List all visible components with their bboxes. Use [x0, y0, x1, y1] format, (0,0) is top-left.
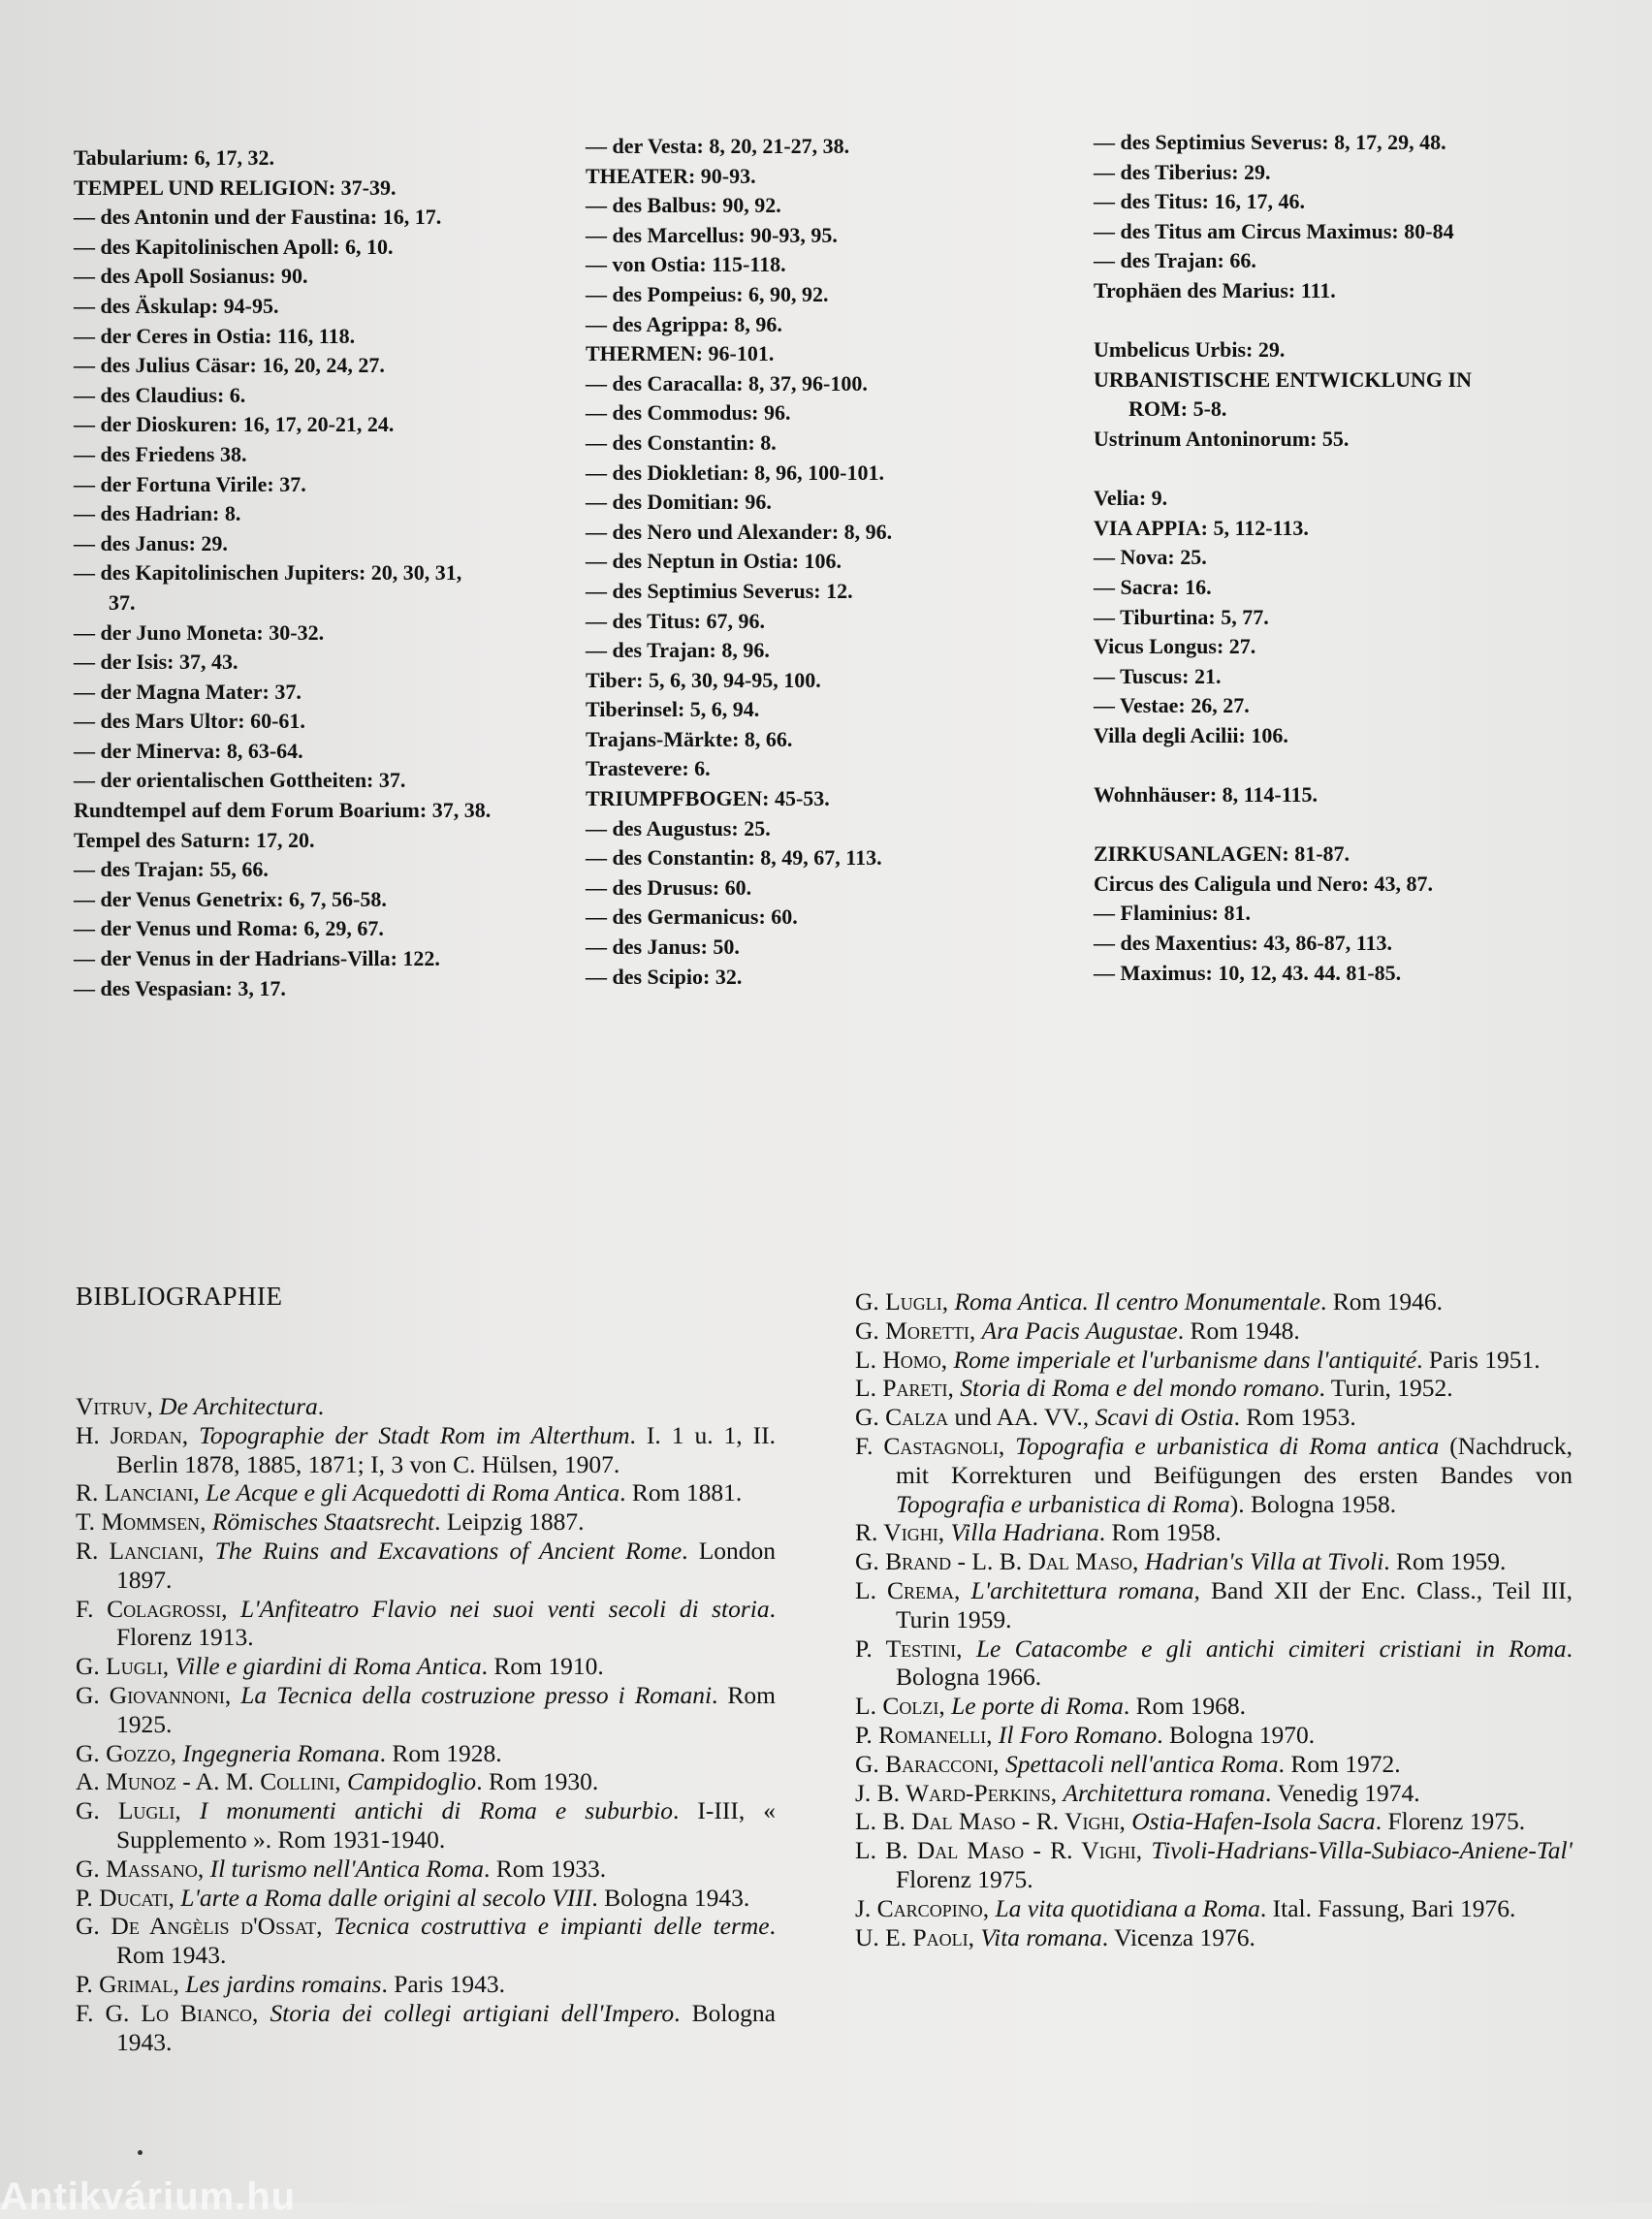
index-entry: — des Claudius: 6. — [74, 382, 246, 407]
bib-author: H. Jordan, — [76, 1420, 189, 1449]
index-entry: — des Septimius Severus: 8, 17, 29, 48. — [1094, 130, 1446, 154]
index-entry: — Maximus: 10, 12, 43. 44. 81-85. — [1094, 960, 1402, 985]
index-entry: Vicus Longus: 27. — [1094, 634, 1256, 659]
index-gap — [1094, 455, 1578, 485]
bibliography-entry — [76, 1999, 776, 2057]
index-entry: — des Janus: 29. — [74, 530, 228, 555]
index-entry: — des Nero und Alexander: 8, 96. — [586, 519, 893, 544]
bib-author: L. B. Dal Maso - R. Vighi, — [855, 1807, 1126, 1836]
bibliography-entry — [76, 1595, 776, 1653]
bibliography-title: BIBLIOGRAPHIE — [76, 1282, 283, 1311]
bibliography-entry — [76, 1796, 776, 1854]
bibliography-entry — [855, 1287, 1573, 1316]
bib-title: Scavi di Ostia — [1095, 1403, 1234, 1432]
index-entry: — des Apoll Sosianus: 90. — [74, 264, 308, 289]
bibliography-entry — [76, 1652, 776, 1681]
bib-title: Ara Pacis Augustae — [981, 1316, 1178, 1345]
bib-title: La Tecnica della costruzione presso i Romani — [240, 1680, 713, 1709]
index-entry: — der Ceres in Ostia: 116, 118. — [74, 323, 356, 348]
bibliography-entry — [76, 1912, 776, 1970]
index-entry: — des Vespasian: 3, 17. — [74, 975, 286, 1000]
index-entry: — des Titus: 16, 17, 46. — [1094, 189, 1306, 214]
bibliography-entry — [76, 1421, 776, 1479]
bib-rest-2: ). Bologna 1958. — [1229, 1489, 1397, 1518]
index-entry: — Flaminius: 81. — [1094, 901, 1251, 926]
bib-author: R. Lanciani, — [76, 1536, 205, 1565]
index-entry: — des Trajan: 66. — [1094, 248, 1256, 273]
bib-rest: Band XII der Enc. Class., Teil III, Turin 1959. — [896, 1575, 1573, 1633]
bibliography-entry — [855, 1807, 1573, 1836]
index-entry: Trastevere: 6. — [586, 756, 711, 781]
bibliography-entry — [76, 1884, 776, 1913]
bib-title: Le Catacombe e gli antichi cimiteri cristiani in Roma — [975, 1633, 1567, 1663]
index-entry: — des Constantin: 8. — [586, 429, 777, 455]
index-entry: Velia: 9. — [1094, 486, 1168, 511]
index-entry: TRIUMPFBOGEN: 45-53. — [586, 786, 830, 811]
index-entry: Ustrinum Antoninorum: 55. — [1094, 426, 1350, 451]
bib-title: Hadrian's Villa at Tivoli — [1144, 1547, 1384, 1576]
bibliography-entry — [76, 1681, 776, 1739]
index-entry: — der Magna Mater: 37. — [74, 679, 302, 704]
bib-title: Tecnica costruttiva e impianti delle terme — [334, 1912, 770, 1941]
bibliography-entry — [76, 1854, 776, 1884]
bibliography-entry — [855, 1721, 1573, 1750]
index-entry: — der Venus und Roma: 6, 29, 67. — [74, 916, 384, 941]
bib-title: Villa Hadriana — [950, 1518, 1099, 1547]
bib-rest: . Turin, 1952. — [1318, 1374, 1453, 1403]
bibliography-entry — [76, 1478, 776, 1507]
bib-rest: . Bologna 1943. — [116, 1998, 777, 2056]
bib-author: G. Baracconi, — [855, 1749, 1000, 1778]
bibliography-entry — [855, 1547, 1573, 1576]
index-entry: — des Maxentius: 43, 86-87, 113. — [1094, 931, 1392, 956]
index-entry: — des Titus: 67, 96. — [586, 608, 766, 633]
index-entry: — des Caracalla: 8, 37, 96-100. — [586, 370, 868, 396]
bib-title: Ville e giardini di Roma Antica — [175, 1652, 482, 1681]
bib-rest: . Rom 1943. — [116, 1912, 776, 1970]
index-gap — [1094, 750, 1578, 780]
bibliography-entry — [76, 1767, 776, 1796]
bib-author: A. Munoz - A. M. Collini, — [76, 1767, 341, 1796]
bibliography-right-column — [855, 1287, 1573, 1951]
bib-author: P. Testini, — [855, 1633, 963, 1663]
index-entry: Villa degli Acilii: 106. — [1094, 722, 1288, 747]
index-entry: — des Domitian: 96. — [586, 490, 772, 515]
bib-title: Il Foro Romano — [998, 1720, 1158, 1749]
bib-author: F. Castagnoli, — [855, 1431, 1005, 1460]
index-entry: — der Vesta: 8, 20, 21-27, 38. — [586, 134, 850, 158]
bibliography-entry — [855, 1894, 1573, 1923]
bib-author: J. B. Ward-Perkins, — [855, 1778, 1058, 1807]
index-column-1 — [74, 143, 549, 1003]
bib-rest: (Nachdruck, mit Korrekturen und Beifügungen des ersten Bandes von — [896, 1431, 1573, 1489]
bib-rest: . Florenz 1975. — [1375, 1807, 1526, 1836]
bib-title: L'arte a Roma dalle origini al secolo VIII — [180, 1883, 592, 1912]
index-entry: — von Ostia: 115-118. — [586, 252, 786, 277]
index-entry: Trajans-Märkte: 8, 66. — [586, 726, 793, 751]
bibliography-entry — [855, 1432, 1573, 1518]
bib-author: L. Colzi, — [855, 1692, 945, 1721]
bib-title: The Ruins and Excavations of Ancient Rome — [214, 1536, 683, 1565]
bib-author: G. Lugli, — [76, 1652, 170, 1681]
index-entry: — des Äskulap: 94-95. — [74, 293, 279, 318]
bib-author: L. Homo, — [855, 1345, 948, 1374]
bib-title: Campidoglio — [347, 1767, 477, 1796]
bib-rest: . Bologna 1970. — [1157, 1720, 1316, 1749]
index-entry: — des Augustus: 25. — [586, 815, 771, 840]
bib-rest: . Rom 1953. — [1233, 1403, 1356, 1432]
bib-rest: Florenz 1975. — [896, 1864, 1033, 1893]
index-entry: Wohnhäuser: 8, 114-115. — [1094, 782, 1318, 808]
bib-title: Vita romana — [980, 1922, 1102, 1951]
watermark: Antikvárium.hu — [0, 2175, 297, 2218]
bib-title: Le Acque e gli Acquedotti di Roma Antica — [206, 1478, 620, 1507]
bibliography-left-column — [76, 1392, 776, 2056]
bib-author: U. E. Paoli, — [855, 1922, 975, 1951]
bib-author: P. Ducati, — [76, 1883, 175, 1912]
index-entry: — der Fortuna Virile: 37. — [74, 471, 306, 496]
bib-title-2: Topografia e urbanistica di Roma — [896, 1489, 1230, 1518]
bib-title: Römisches Staatsrecht — [211, 1507, 435, 1537]
bib-author: P. Grimal, — [76, 1969, 179, 1998]
index-entry: — des Trajan: 8, 96. — [586, 638, 770, 663]
bib-rest: . Rom 1910. — [481, 1652, 604, 1681]
index-entry: — des Hadrian: 8. — [74, 501, 241, 526]
index-entry: Tiber: 5, 6, 30, 94-95, 100. — [586, 667, 821, 692]
bib-author: R. Vighi, — [855, 1518, 945, 1547]
index-entry: — des Marcellus: 90-93, 95. — [586, 222, 838, 247]
bibliography-entry — [855, 1403, 1573, 1432]
index-gap — [1094, 306, 1578, 336]
bib-title: Spettacoli nell'antica Roma — [1004, 1749, 1279, 1778]
index-entry: — Tiburtina: 5, 77. — [1094, 604, 1269, 629]
index-entry: Circus des Caligula und Nero: 43, 87. — [1094, 871, 1434, 896]
bib-author: T. Mommsen, — [76, 1507, 206, 1537]
bib-rest: . Rom 1968. — [1123, 1692, 1246, 1721]
index-entry: Trophäen des Marius: 111. — [1094, 277, 1336, 302]
bib-rest: . I-III, « Supplemento ». Rom 1931-1940. — [116, 1796, 776, 1854]
bib-author: G. De Angèlis d'Ossat, — [76, 1912, 323, 1941]
print-speck — [138, 2150, 143, 2155]
index-entry: THEATER: 90-93. — [586, 163, 756, 188]
bibliography-entry — [855, 1518, 1573, 1547]
index-entry: — des Drusus: 60. — [586, 874, 752, 900]
index-entry: — des Antonin und der Faustina: 16, 17. — [74, 205, 442, 230]
index-entry: — des Constantin: 8, 49, 67, 113. — [586, 845, 882, 871]
bib-rest: . Paris 1951. — [1416, 1345, 1541, 1374]
index-entry: — des Neptun in Ostia: 106. — [586, 549, 842, 574]
bib-author: L. B. Dal Maso - R. Vighi, — [855, 1836, 1143, 1865]
index-gap — [1094, 810, 1578, 840]
index-entry: — des Julius Cäsar: 16, 20, 24, 27. — [74, 353, 385, 378]
index-entry: — der Juno Moneta: 30-32. — [74, 619, 325, 645]
bib-author: Vitruv, — [76, 1392, 153, 1420]
bib-rest: . Venedig 1974. — [1264, 1778, 1420, 1807]
bibliography-entry — [855, 1346, 1573, 1375]
index-entry: — des Septimius Severus: 12. — [586, 578, 853, 603]
bib-rest: . Rom 1930. — [476, 1767, 599, 1796]
bib-author: G. Gozzo, — [76, 1738, 176, 1767]
bib-author: L. Pareti, — [855, 1374, 954, 1403]
bibliography-entry — [855, 1576, 1573, 1634]
bib-rest: . Rom 1881. — [620, 1478, 743, 1507]
index-entry: — des Titus am Circus Maximus: 80-84 — [1094, 218, 1454, 243]
index-entry: — des Agrippa: 8, 96. — [586, 311, 782, 336]
index-entry: — Nova: 25. — [1094, 545, 1207, 570]
bib-author: G. Giovannoni, — [76, 1680, 232, 1709]
bib-rest: . Rom 1948. — [1177, 1316, 1300, 1345]
index-entry: — der Dioskuren: 16, 17, 20-21, 24. — [74, 412, 395, 437]
index-entry: — des Trajan: 55, 66. — [74, 857, 269, 882]
bib-rest: . Rom 1928. — [379, 1738, 502, 1767]
bib-author: P. Romanelli, — [855, 1720, 993, 1749]
index-entry: — des Kapitolinischen Jupiters: 20, 30, 31, — [74, 560, 462, 586]
bibliography-entry — [855, 1634, 1573, 1693]
bib-rest: . Rom 1959. — [1383, 1547, 1507, 1576]
bib-rest: . Leipzig 1887. — [434, 1507, 585, 1537]
index-column-3 — [1094, 128, 1578, 988]
index-entry: — Vestae: 26, 27. — [1094, 693, 1250, 718]
bib-rest: . — [317, 1392, 325, 1420]
index-entry: Tempel des Saturn: 17, 20. — [74, 827, 315, 852]
bib-title: Rome imperiale et l'urbanisme dans l'antiquité — [953, 1345, 1417, 1374]
bib-author: G. Massano, — [76, 1854, 205, 1883]
bib-title: Ostia-Hafen-Isola Sacra — [1131, 1807, 1376, 1836]
index-entry: ZIRKUSANLAGEN: 81-87. — [1094, 841, 1350, 867]
bib-author: F. G. Lo Bianco, — [76, 1998, 259, 2027]
bib-title: Le porte di Roma — [951, 1692, 1124, 1721]
index-entry: — der Venus Genetrix: 6, 7, 56-58. — [74, 886, 387, 911]
bib-rest: . Rom 1933. — [484, 1854, 607, 1883]
index-entry: — des Tiberius: 29. — [1094, 159, 1271, 184]
bib-rest: . Rom 1925. — [116, 1680, 776, 1738]
index-entry: — des Commodus: 96. — [586, 400, 791, 426]
bib-author: F. Colagrossi, — [76, 1594, 228, 1623]
index-entry: — der Minerva: 8, 63-64. — [74, 738, 303, 763]
index-entry: VIA APPIA: 5, 112-113. — [1094, 515, 1309, 540]
index-entry: — des Mars Ultor: 60-61. — [74, 709, 305, 734]
bibliography-entry — [855, 1836, 1573, 1894]
bib-title: Topografia e urbanistica di Roma antica — [1015, 1431, 1440, 1460]
index-entry: — des Scipio: 32. — [586, 964, 743, 989]
bib-author: J. Carcopino, — [855, 1893, 990, 1922]
bib-rest: . Vicenza 1976. — [1101, 1922, 1255, 1951]
bib-title: Ingegneria Romana — [182, 1738, 380, 1767]
index-entry: — des Pompeius: 6, 90, 92. — [586, 281, 829, 306]
bibliography-entry — [855, 1692, 1573, 1721]
bib-rest: . Rom 1972. — [1278, 1749, 1401, 1778]
bib-author: G. Calza — [855, 1403, 949, 1432]
bib-author: G. Moretti, — [855, 1316, 976, 1345]
index-entry: — der Isis: 37, 43. — [74, 650, 238, 675]
bibliography-entry — [855, 1923, 1573, 1952]
index-entry: — des Germanicus: 60. — [586, 904, 798, 930]
index-entry: THERMEN: 96-101. — [586, 341, 775, 366]
index-entry: — des Janus: 50. — [586, 935, 740, 960]
bib-rest: . Bologna 1966. — [896, 1633, 1573, 1692]
bibliography-entry — [76, 1392, 776, 1421]
index-entry: — des Diokletian: 8, 96, 100-101. — [586, 460, 884, 485]
bib-title: Les jardins romains — [185, 1969, 382, 1998]
bib-title: Topographie der Stadt Rom im Alterthum — [199, 1420, 630, 1449]
index-entry: — der Venus in der Hadrians-Villa: 122. — [74, 946, 440, 971]
index-entry: Tabularium: 6, 17, 32. — [74, 145, 275, 170]
bib-author: G. Lugli, — [76, 1796, 181, 1825]
bib-rest: . Florenz 1913. — [116, 1594, 776, 1652]
index-entry: ROM: 5-8. — [1128, 396, 1227, 422]
bib-rest: . Ital. Fassung, Bari 1976. — [1259, 1893, 1516, 1922]
bib-title: Storia dei collegi artigiani dell'Impero — [270, 1998, 675, 2027]
bibliography-entry — [855, 1374, 1573, 1403]
bib-rest: . I. 1 u. 1, II. Berlin 1878, 1885, 1871; I, 3 von C. Hülsen, 1907. — [116, 1420, 777, 1478]
index-entry: URBANISTISCHE ENTWICKLUNG IN — [1094, 366, 1472, 392]
bib-title: La vita quotidiana a Roma — [995, 1893, 1260, 1922]
bib-title: L'architettura romana, — [970, 1575, 1200, 1604]
bib-title: Storia di Roma e del mondo romano — [960, 1374, 1319, 1403]
bibliography-entry — [855, 1779, 1573, 1808]
bib-rest: . London 1897. — [116, 1536, 777, 1594]
bibliography-entry — [76, 1507, 776, 1537]
index-entry: TEMPEL UND RELIGION: 37-39. — [74, 174, 397, 200]
index-entry: — des Balbus: 90, 92. — [586, 193, 781, 218]
bibliography-entry — [855, 1316, 1573, 1346]
bib-rest: . Rom 1958. — [1098, 1518, 1222, 1547]
bibliography-entry — [76, 1537, 776, 1595]
bib-rest: . Bologna 1943. — [591, 1883, 750, 1912]
bib-author: G. Brand - L. B. Dal Maso, — [855, 1547, 1139, 1576]
bib-title: I monumenti antichi di Roma e suburbio — [199, 1796, 673, 1825]
bibliography-entry — [76, 1970, 776, 1999]
index-entry: — der orientalischen Gottheiten: 37. — [74, 768, 406, 793]
bib-title: Architettura romana — [1063, 1778, 1265, 1807]
bib-author: R. Lanciani, — [76, 1478, 200, 1507]
bib-rest: . Paris 1943. — [381, 1969, 505, 1998]
bib-title: L'Anfiteatro Flavio nei suoi venti secoli di storia — [240, 1594, 770, 1623]
index-entry: Tiberinsel: 5, 6, 94. — [586, 697, 760, 722]
bib-title: Roma Antica. Il centro Monumentale — [954, 1287, 1320, 1316]
bib-rest: . Rom 1946. — [1319, 1287, 1444, 1316]
index-entry: 37. — [109, 589, 136, 615]
bib-title: Tivoli-Hadrians-Villa-Subiaco-Aniene-Tal' — [1151, 1836, 1573, 1865]
bibliography-entry — [76, 1739, 776, 1768]
bibliography-entry — [855, 1750, 1573, 1779]
index-entry: — des Kapitolinischen Apoll: 6, 10. — [74, 234, 394, 259]
index-entry: — des Friedens 38. — [74, 441, 247, 466]
index-entry: — Sacra: 16. — [1094, 574, 1212, 599]
index-column-2 — [586, 132, 1002, 992]
bib-author: L. Crema, — [855, 1575, 961, 1604]
bib-author: G. Lugli, — [855, 1287, 949, 1316]
index-entry: Rundtempel auf dem Forum Boarium: 37, 38. — [74, 798, 492, 823]
index-entry: Umbelicus Urbis: 29. — [1094, 337, 1286, 363]
index-entry: — Tuscus: 21. — [1094, 663, 1222, 688]
bib-title: De Architectura — [159, 1392, 318, 1420]
bib-pre: und AA. VV., — [954, 1403, 1090, 1432]
bib-title: Il turismo nell'Antica Roma — [209, 1854, 484, 1883]
